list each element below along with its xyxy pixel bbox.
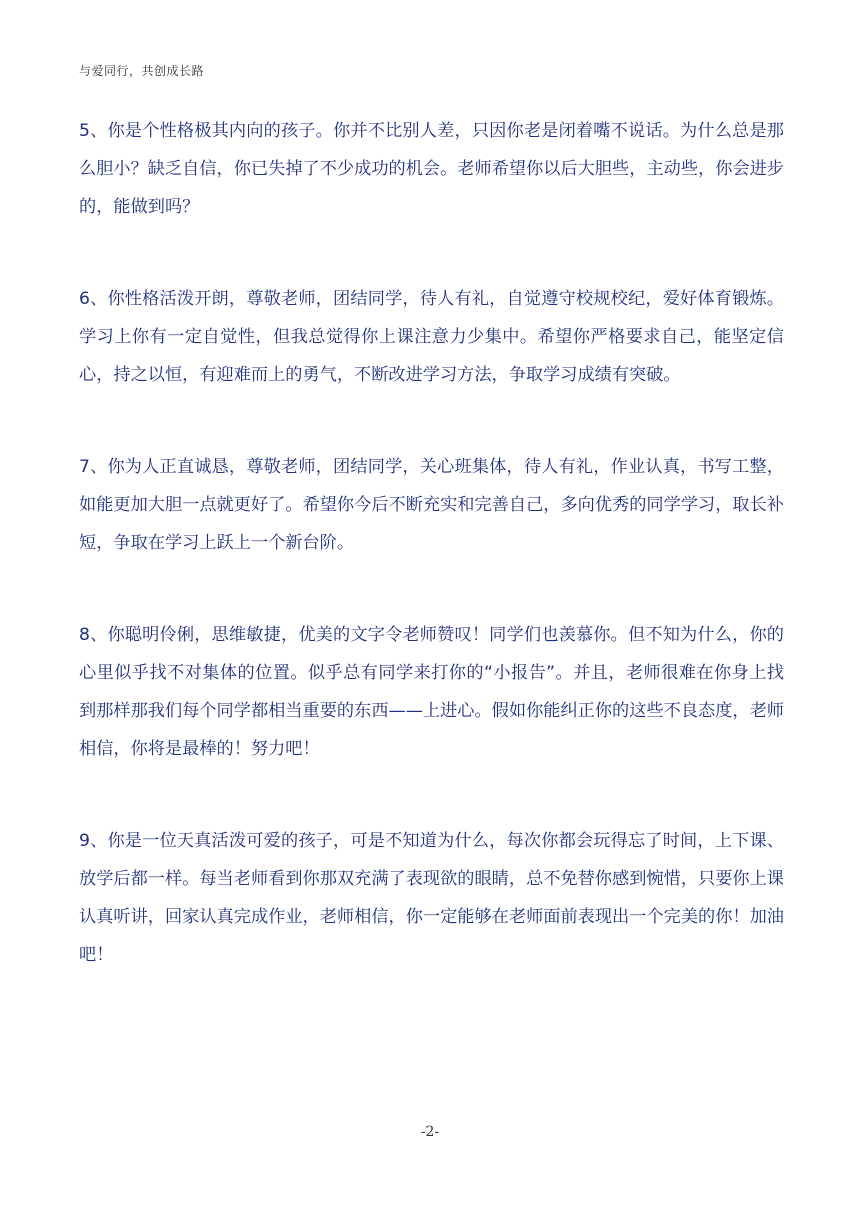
comment-paragraph-5: 5、你是个性格极其内向的孩子。你并不比别人差，只因你老是闭着嘴不说话。为什么总是那么胆小？缺乏自信，你已失掉了不少成功的机会。老师希望你以后大胆些，主动些，你会进步的，能做到吗？	[79, 121, 784, 217]
comment-paragraph-7: 7、你为人正直诚恳，尊敬老师，团结同学，关心班集体，待人有礼，作业认真，书写工整，如能更加大胆一点就更好了。希望你今后不断充实和完善自己，多向优秀的同学学习，取长补短，争取在学习上跃上一个新台阶。	[79, 457, 784, 553]
comment-paragraph-9: 9、你是一位天真活泼可爱的孩子，可是不知道为什么，每次你都会玩得忘了时间，上下课、放学后都一样。每当老师看到你那双充满了表现欲的眼睛，总不免替你感到惋惜，只要你上课认真听讲，回家认真完成作业，老师相信，你一定能够在老师面前表现出一个完美的你！加油吧！	[79, 831, 784, 965]
document-body	[79, 112, 784, 1028]
comment-paragraph-6: 6、你性格活泼开朗，尊敬老师，团结同学，待人有礼，自觉遵守校规校纪，爱好体育锻炼。学习上你有一定自觉性，但我总觉得你上课注意力少集中。希望你严格要求自己，能坚定信心，持之以恒，有迎难而上的勇气，不断改进学习方法，争取学习成绩有突破。	[79, 289, 784, 385]
page-number: -2-	[420, 1124, 440, 1140]
comment-paragraph-8: 8、你聪明伶俐，思维敏捷，优美的文字令老师赞叹！同学们也羡慕你。但不知为什么，你的心里似乎找不对集体的位置。似乎总有同学来打你的“小报告”。并且，老师很难在你身上找到那样那我们每个同学都相当重要的东西——上进心。假如你能纠正你的这些不良态度，老师相信，你将是最棒的！努力吧！	[79, 625, 784, 759]
page-header: 与爱同行，共创成长路	[79, 64, 205, 78]
